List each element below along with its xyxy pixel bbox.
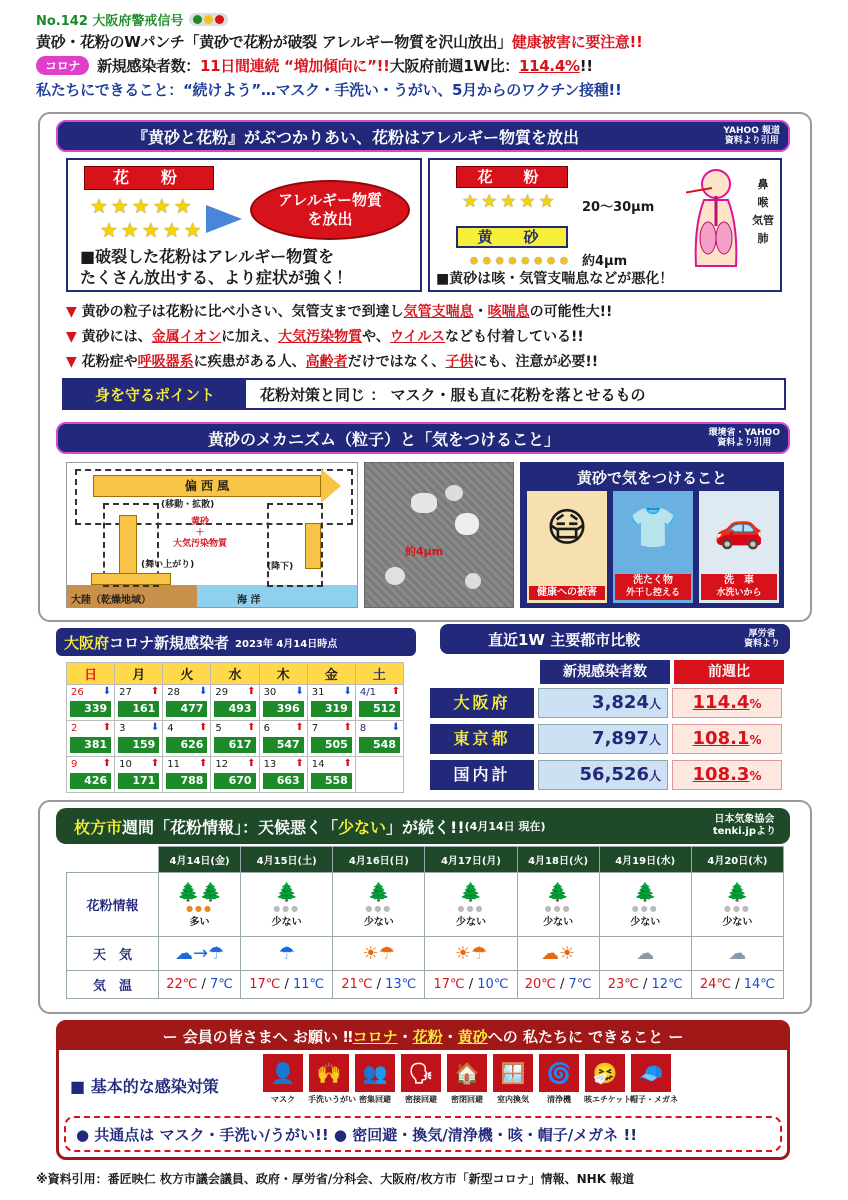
pollen-weather-table bbox=[66, 846, 784, 999]
temperature-cell: 17℃ / 10℃ bbox=[425, 971, 517, 999]
measure-item: 👤 マスク bbox=[262, 1054, 304, 1105]
closed-space-icon: 🏠 bbox=[447, 1054, 487, 1092]
mechanism-diagram: 偏 西 風 (移動・拡散) 黄砂 ＋ 大気汚染物質 (舞い上がり) (降下) 大陸（乾燥地域） 海 洋 bbox=[66, 462, 358, 608]
region-label: 大阪府 bbox=[430, 688, 534, 718]
protection-key: 身を守るポイント bbox=[64, 380, 246, 408]
calendar-cell: 31 ⬇ 319 bbox=[307, 685, 355, 721]
laundry-icon: 👕 bbox=[628, 505, 678, 551]
forecast-day-header: 4月20日(木) bbox=[691, 847, 783, 873]
warning-bullet: ▼ 花粉症や呼吸器系に疾患がある人、高齢者だけではなく、子供にも、注意が必要!! bbox=[66, 354, 599, 370]
arrow-down-icon: ⬇ bbox=[199, 686, 208, 697]
covid-calendar bbox=[66, 662, 404, 793]
particle-photo: 約4μm bbox=[364, 462, 514, 608]
crowd-icon: 👥 bbox=[355, 1054, 395, 1092]
forecast-day-header: 4月17日(月) bbox=[425, 847, 517, 873]
weather-icon: ☁ bbox=[599, 937, 691, 971]
calendar-cell: 10 ⬆ 171 bbox=[115, 757, 163, 793]
compare-title: 直近1W 主要都市比較 厚労省 資料より bbox=[440, 624, 790, 654]
calendar-cell: 12 ⬆ 670 bbox=[211, 757, 259, 793]
measure-item: 🌀 清浄機 bbox=[538, 1054, 580, 1105]
tree-icon: 🌲 bbox=[726, 881, 749, 903]
calendar-day-header: 木 bbox=[259, 663, 307, 685]
forecast-day-header: 4月14日(金) bbox=[159, 847, 241, 873]
triangle-icon: ▼ bbox=[66, 304, 77, 320]
pollen-label-left: 花 粉 bbox=[84, 166, 214, 190]
arrow-up-icon: ⬆ bbox=[199, 758, 208, 769]
compare-header-ratio: 前週比 bbox=[674, 660, 784, 684]
calendar-day-header: 月 bbox=[115, 663, 163, 685]
region-label: 東京都 bbox=[430, 724, 534, 754]
mask-person-icon: 😷 bbox=[546, 505, 588, 551]
case-count: 161 bbox=[118, 701, 159, 717]
warning-bullet: ▼ 黄砂の粒子は花粉に比べ小さい、気管支まで到達し気管支喘息・咳喘息の可能性大!! bbox=[66, 304, 613, 320]
weather-icon: ☁→☂ bbox=[159, 937, 241, 971]
allergy-ellipse: アレルギー物質 を放出 bbox=[250, 180, 410, 240]
arrow-up-icon: ⬆ bbox=[247, 722, 256, 733]
pollen-level-dots: ●●● bbox=[273, 903, 301, 913]
calendar-cell: 11 ⬆ 788 bbox=[163, 757, 211, 793]
body-airway-icon bbox=[686, 166, 746, 272]
headline-1: 黄砂・花粉のWパンチ「黄砂で花粉が破裂 アレルギー物質を沢山放出」健康被害に要注意!! bbox=[36, 33, 643, 51]
pollen-stars-left: ★★★★★ ★★★★★ bbox=[90, 194, 205, 242]
arrow-down-icon: ⬇ bbox=[343, 686, 352, 697]
table-corner bbox=[67, 847, 159, 873]
calendar-day-header: 水 bbox=[211, 663, 259, 685]
tree-icon: 🌲 bbox=[367, 881, 391, 903]
tree-icon: 🌲 bbox=[275, 881, 298, 903]
calendar-cell: 13 ⬆ 663 bbox=[259, 757, 307, 793]
care-item: 🚗 洗 車 水洗いから bbox=[699, 491, 779, 603]
pollen-burst-note: ■破裂した花粉はアレルギー物質を たくさん放出する、より症状が強く！ bbox=[80, 247, 353, 287]
new-cases-value: 3,824人 bbox=[538, 688, 668, 718]
signal-icon bbox=[189, 13, 228, 26]
calendar-cell: 29 ⬆ 493 bbox=[211, 685, 259, 721]
header bbox=[36, 10, 826, 100]
row-label-temp: 気 温 bbox=[67, 971, 159, 999]
case-count: 339 bbox=[70, 701, 111, 717]
calendar-cell: 4 ⬆ 626 bbox=[163, 721, 211, 757]
arrow-up-icon: ⬆ bbox=[102, 722, 112, 733]
weather-icon: ☂ bbox=[241, 937, 333, 971]
headline-3: 私たちにできること：“続けよう”…マスク・手洗い・うがい、5月からのワクチン接種!! bbox=[36, 81, 622, 99]
calendar-empty-cell bbox=[355, 757, 403, 793]
arrow-up-icon: ⬆ bbox=[247, 758, 256, 769]
compare-header-count: 新規感染者数 bbox=[540, 660, 670, 684]
protection-point bbox=[62, 378, 786, 410]
member-title: ー 会員の皆さまへ お願い ‼ コロナ ・ 花粉 ・ 黄砂 への 私たちに できること ー bbox=[58, 1022, 788, 1050]
calendar-cell: 3 ⬇ 159 bbox=[115, 721, 163, 757]
measure-item: 👥 密集回避 bbox=[354, 1054, 396, 1105]
calendar-cell: 14 ⬆ 558 bbox=[307, 757, 355, 793]
temperature-cell: 24℃ / 14℃ bbox=[691, 971, 783, 999]
care-item: 😷 健康への被害 bbox=[527, 491, 607, 603]
week-ratio-value: 114.4% bbox=[672, 688, 782, 718]
pollen-level-dots: ●●● bbox=[457, 903, 485, 913]
arrow-right-icon bbox=[206, 205, 242, 233]
pollen-level-dots: ●●● bbox=[631, 903, 659, 913]
new-cases-value: 56,526人 bbox=[538, 760, 668, 790]
section1-title-bar: 『黄砂と花粉』がぶつかりあい、花粉はアレルギー物質を放出 YAHOO 報道 資料より引用 bbox=[56, 120, 790, 152]
case-count: 663 bbox=[263, 773, 304, 789]
case-count: 617 bbox=[214, 737, 255, 753]
calendar-cell: 26 ⬇ 339 bbox=[67, 685, 115, 721]
osaka-covid-title: 大阪府 コロナ新規感染者 2023年 4月14日時点 bbox=[56, 628, 416, 656]
pollen-size: 20〜30μm bbox=[582, 200, 655, 215]
new-cases-value: 7,897人 bbox=[538, 724, 668, 754]
temperature-cell: 20℃ / 7℃ bbox=[517, 971, 599, 999]
weather-icon: ☀☂ bbox=[425, 937, 517, 971]
organ-labels: 鼻 喉 気管 肺 bbox=[752, 178, 774, 245]
calendar-cell: 7 ⬆ 505 bbox=[307, 721, 355, 757]
arrow-up-icon: ⬆ bbox=[295, 722, 304, 733]
close-contact-icon: 🗣 bbox=[401, 1054, 441, 1092]
case-count: 547 bbox=[263, 737, 304, 753]
case-count: 319 bbox=[311, 701, 352, 717]
temperature-cell: 21℃ / 13℃ bbox=[333, 971, 425, 999]
pollen-level-dots: ●●● bbox=[544, 903, 572, 913]
measure-item: 🗣 密接回避 bbox=[400, 1054, 442, 1105]
compare-row bbox=[430, 760, 786, 790]
measure-item: 🧢 帽子・メガネ bbox=[630, 1054, 672, 1105]
arrow-up-icon: ⬆ bbox=[102, 758, 112, 769]
weather-icon: ☁ bbox=[691, 937, 783, 971]
case-count: 171 bbox=[118, 773, 159, 789]
cough-etiquette-icon: 🤧 bbox=[585, 1054, 625, 1092]
calendar-cell: 5 ⬆ 617 bbox=[211, 721, 259, 757]
pollen-level-dots: ●●● bbox=[365, 903, 393, 913]
arrow-up-icon: ⬆ bbox=[150, 758, 160, 769]
arrow-up-icon: ⬆ bbox=[150, 686, 160, 697]
pollen-cell: 🌲 ●●● 少ない bbox=[691, 873, 783, 937]
mask-icon: 👤 bbox=[263, 1054, 303, 1092]
forecast-day-header: 4月16日(日) bbox=[333, 847, 425, 873]
arrow-down-icon: ⬇ bbox=[295, 686, 304, 697]
calendar-day-header: 火 bbox=[163, 663, 211, 685]
pollen-level-dots: ●●● bbox=[723, 903, 751, 913]
pollen-cell: 🌲 ●●● 少ない bbox=[241, 873, 333, 937]
weather-icon: ☁☀ bbox=[517, 937, 599, 971]
case-count: 788 bbox=[166, 773, 207, 789]
case-count: 626 bbox=[166, 737, 207, 753]
calendar-cell: 28 ⬇ 477 bbox=[163, 685, 211, 721]
calendar-cell: 27 ⬆ 161 bbox=[115, 685, 163, 721]
forecast-day-header: 4月19日(水) bbox=[599, 847, 691, 873]
basic-measures-label: ■ 基本的な感染対策 bbox=[70, 1077, 219, 1096]
calendar-cell: 8 ⬇ 548 bbox=[355, 721, 403, 757]
arrow-down-icon: ⬇ bbox=[102, 686, 112, 697]
warning-bullets bbox=[66, 300, 612, 375]
arrow-up-icon: ⬆ bbox=[247, 686, 256, 697]
pollen-cell: 🌲 ●●● 少ない bbox=[425, 873, 517, 937]
arrow-up-icon: ⬆ bbox=[343, 758, 352, 769]
pollen-cell: 🌲 ●●● 少ない bbox=[333, 873, 425, 937]
calendar-cell: 9 ⬆ 426 bbox=[67, 757, 115, 793]
calendar-cell: 6 ⬆ 547 bbox=[259, 721, 307, 757]
tree-icon: 🌲 bbox=[546, 881, 570, 903]
forecast-day-header: 4月18日(火) bbox=[517, 847, 599, 873]
row-label-pollen: 花粉情報 bbox=[67, 873, 159, 937]
measure-icons bbox=[262, 1054, 678, 1105]
case-count: 505 bbox=[311, 737, 352, 753]
region-label: 国内計 bbox=[430, 760, 534, 790]
common-points: ● 共通点は マスク・手洗い/うがい!! ● 密回避・換気/清浄機・咳・帽子/メガネ !! bbox=[64, 1116, 782, 1152]
arrow-up-icon: ⬆ bbox=[391, 686, 400, 697]
calendar-day-header: 金 bbox=[307, 663, 355, 685]
calendar-cell: 4/1 ⬆ 512 bbox=[355, 685, 403, 721]
arrow-up-icon: ⬆ bbox=[295, 758, 304, 769]
measure-item: 🤧 咳エチケット bbox=[584, 1054, 626, 1105]
calendar-day-header: 土 bbox=[355, 663, 403, 685]
dust-size: 約4μm bbox=[582, 254, 628, 269]
westerly-wind-arrow: 偏 西 風 bbox=[93, 475, 321, 497]
week-ratio-value: 108.3% bbox=[672, 760, 782, 790]
car-wash-icon: 🚗 bbox=[714, 505, 764, 551]
handwash-icon: 🙌 bbox=[309, 1054, 349, 1092]
case-count: 159 bbox=[118, 737, 159, 753]
arrow-up-icon: ⬆ bbox=[343, 722, 352, 733]
pollen-stars-right: ★★★★★ bbox=[462, 191, 558, 212]
temperature-cell: 17℃ / 11℃ bbox=[241, 971, 333, 999]
arrow-up-icon: ⬆ bbox=[199, 722, 208, 733]
temperature-cell: 22℃ / 7℃ bbox=[159, 971, 241, 999]
case-count: 426 bbox=[70, 773, 111, 789]
issue-number: No.142 大阪府警戒信号 bbox=[36, 14, 184, 29]
case-count: 548 bbox=[359, 737, 400, 753]
triangle-icon: ▼ bbox=[66, 329, 77, 345]
pollen-week-title: 枚方市 週間「花粉情報」：天候悪く「 少ない 」が続く!! (4月14日 現在) 日本気象協会 tenki.jpより bbox=[56, 808, 790, 844]
compare-row bbox=[430, 688, 786, 718]
case-count: 558 bbox=[311, 773, 352, 789]
row-label-weather: 天 気 bbox=[67, 937, 159, 971]
tree-icon: 🌲 bbox=[459, 881, 483, 903]
week-ratio-value: 108.1% bbox=[672, 724, 782, 754]
compare-row bbox=[430, 724, 786, 754]
forecast-day-header: 4月15日(土) bbox=[241, 847, 333, 873]
calendar-cell: 2 ⬆ 381 bbox=[67, 721, 115, 757]
corona-tag: コロナ bbox=[36, 56, 89, 75]
pollen-cell: 🌲 ●●● 少ない bbox=[599, 873, 691, 937]
pollen-level-dots: ●●● bbox=[186, 903, 214, 913]
protection-value: 花粉対策と同じ ： マスク・服も直に花粉を落とせるもの bbox=[260, 385, 646, 404]
case-count: 381 bbox=[70, 737, 111, 753]
measure-item: 🙌 手洗いうがい bbox=[308, 1054, 350, 1105]
case-count: 670 bbox=[214, 773, 255, 789]
dust-effect-note: ■黄砂は咳・気管支喘息などが悪化！ bbox=[436, 271, 674, 287]
warning-bullet: ▼ 黄砂には、金属イオンに加え、大気汚染物質や、ウイルスなども付着している!! bbox=[66, 329, 584, 345]
headline-2: コロナ 新規感染者数： 11日間連続 “増加傾向に”!! 大阪府前週1W比： 114.4% !! bbox=[36, 55, 826, 76]
hat-glasses-icon: 🧢 bbox=[631, 1054, 671, 1092]
measure-item: 🪟 室内換気 bbox=[492, 1054, 534, 1105]
weather-icon: ☀☂ bbox=[333, 937, 425, 971]
measure-item: 🏠 密閉回避 bbox=[446, 1054, 488, 1105]
care-panel: 黄砂で気をつけること 😷 健康への被害 👕 洗たく物 外干し控える 🚗 洗 車 水洗いから bbox=[520, 462, 784, 608]
calendar-cell: 30 ⬇ 396 bbox=[259, 685, 307, 721]
arrow-down-icon: ⬇ bbox=[150, 722, 160, 733]
tree-icon: 🌲 bbox=[634, 881, 657, 903]
section2-title-bar: 黄砂のメカニズム（粒子）と「気をつけること」 環境省・YAHOO 資料より引用 bbox=[56, 422, 790, 454]
calendar-day-header: 日 bbox=[67, 663, 115, 685]
case-count: 396 bbox=[263, 701, 304, 717]
case-count: 512 bbox=[359, 701, 400, 717]
footer-source: ※資料引用：番匠映仁 枚方市議会議員、政府・厚労省/分科会、大阪府/枚方市「新型コロナ」情報、NHK 報道 bbox=[36, 1172, 635, 1186]
ventilation-icon: 🪟 bbox=[493, 1054, 533, 1092]
case-count: 493 bbox=[214, 701, 255, 717]
dust-dots: ●●●●●●●● bbox=[470, 256, 573, 266]
tree-icon: 🌲🌲 bbox=[177, 881, 222, 903]
arrow-down-icon: ⬇ bbox=[391, 722, 400, 733]
temperature-cell: 23℃ / 12℃ bbox=[599, 971, 691, 999]
care-item: 👕 洗たく物 外干し控える bbox=[613, 491, 693, 603]
compare-rows bbox=[430, 688, 786, 796]
air-purifier-icon: 🌀 bbox=[539, 1054, 579, 1092]
pollen-cell: 🌲 ●●● 少ない bbox=[517, 873, 599, 937]
dust-label: 黄 砂 bbox=[456, 226, 568, 248]
case-count: 477 bbox=[166, 701, 207, 717]
triangle-icon: ▼ bbox=[66, 354, 77, 370]
pollen-label-right: 花 粉 bbox=[456, 166, 568, 188]
pollen-cell: 🌲🌲 ●●● 多い bbox=[159, 873, 241, 937]
